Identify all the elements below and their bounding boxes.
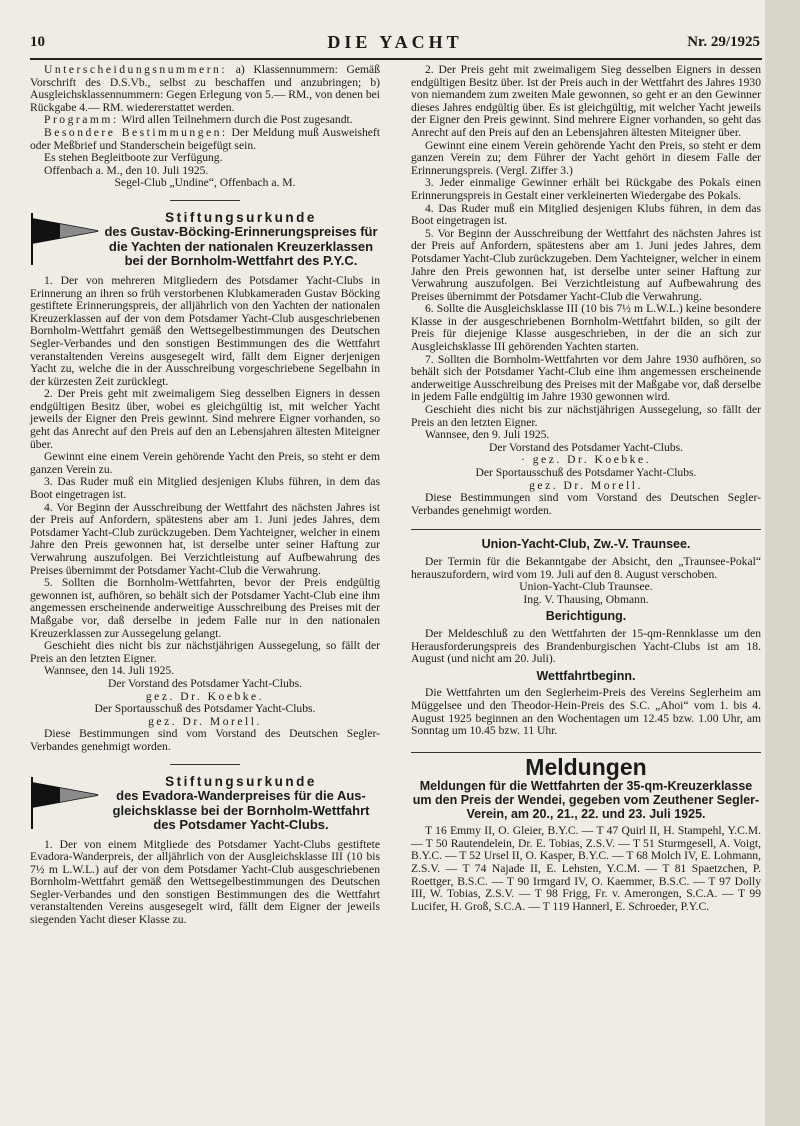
section-divider: [170, 200, 240, 201]
page-number: 10: [30, 34, 45, 50]
wettfahrtbeginn-heading: Wettfahrtbeginn.: [536, 668, 636, 683]
paragraph: 3. Das Ruder muß ein Mitglied desjenigen Klubs führen, in dem das Boot eingetragen ist.: [30, 475, 380, 502]
section-divider: [170, 764, 240, 765]
header-rule: [30, 58, 762, 60]
club-pennant-icon: [30, 213, 100, 265]
date-line: Wannsee, den 9. Juli 1925.: [425, 428, 550, 442]
approval-note: Diese Bestimmungen sind vom Vorstand des Deutschen Segler-Verbandes genehmigt worden.: [30, 727, 380, 753]
signature-line: Der Vorstand des Potsdamer Yacht-Clubs.: [107, 676, 303, 690]
section-subtitle: gleichsklasse bei der Bornholm-Wettfahrt: [112, 802, 370, 818]
entries-list: T 16 Emmy II, O. Gleier, B.Y.C. — T 47 Quirl II, H. Stampehl, Y.C.M. — T 50 Rautendelein, Dr. E. Tobias, Z.S.V. — T 51 Sturmgesell, A. Voigt, B.Y.C. — T 52 Ursel II, O. Kasper, B.Y.C. — T 68 Molch IV, E. Lohmann, Z.S.V. — T 74 Najade II, E. Lehsten, Y.C.M. — T 81 Spaetzchen, P. Roettger, B.S.C. — T 90 Irmgard IV, O. Kaemmer, B.S.C. — T 97 Dolly III, W. Tobias, Z.S.V. — T 98 Frigg, Fr. v. Amerongen, S.C.A. — T 99 Lucifer, H. Groß, S.C.A. — T 119 Hannerl, E. Schroeder, P.Y.C.: [411, 824, 761, 913]
paragraph: 5. Sollten die Bornholm-Wettfahrten, bevor der Preis endgültig gewonnen ist, aufhören, so behält sich der Potsdamer Yacht-Club eine ihm angemessen erscheinende anderweitige Ausschreibung des Preises mit der Maßgabe vor, daß derselbe in jedem Falle nur in den nationalen Kreuzerklassen zur Aussegelung gelangt.: [30, 576, 380, 640]
intro-paragraph: Unterscheidungsnummern: a) Klassennummern: Gemäß Vorschrift des D.S.Vb., selbst zu beschaffen und anzubringen; b) Ausgleichsklassennummern: Gegen Erlegung von 5.— RM., von denen bei Rückgabe 4.— RM. wiedererstattet werden.: [30, 63, 381, 114]
page-edge: [765, 0, 800, 1126]
signature-line: Der Vorstand des Potsdamer Yacht-Clubs.: [488, 440, 684, 454]
meldungen-heading: Meldungen: [525, 753, 647, 780]
page-header: [30, 34, 760, 56]
section-subtitle: die Yachten der nationalen Kreuzerklassen: [108, 238, 374, 254]
intro-date: Offenbach a. M., den 10. Juli 1925.: [44, 163, 209, 177]
signature-line: Der Sportausschuß des Potsdamer Yacht-Clubs.: [475, 466, 697, 479]
signature-line: Ing. V. Thausing, Obmann.: [523, 592, 649, 606]
union-club-heading: Union-Yacht-Club, Zw.-V. Traunsee.: [481, 537, 691, 552]
meldungen-subheading: Meldungen für die Wettfahrten der 35-qm-Kreuzerklasse um den Preis der Wendei, gegeben vom Zeuthener Segler-Verein, am 20., 21., 22. und 23. Juli 1925.: [412, 779, 760, 822]
paragraph: 2. Der Preis geht mit zweimaligem Sieg desselben Eigners in dessen endgültigen Besitz über. Ist der Preis auch in der Wettfahrt des Jahres 1930 von niemandem zum zweiten Male gewonnen, so geht er an den Gewinner dieses Jahres endgültig über. Es ist gleichgültig, mit welcher Yacht jeweils der Eigner den Preis gewinnt. Sind mehrere Eigner vorhanden, so geht das Anrecht auf den Preis auf den an Lebensjahren ältesten Miteigner über.: [411, 63, 761, 139]
paragraph: Gewinnt eine einem Verein gehörende Yacht den Preis, so steht er dem ganzen Verein zu; dem Führer der Yacht gehört in diesem Falle der Erinnerungspreis. (Vergl. Ziffer 3.): [411, 138, 761, 177]
paragraph: 4. Vor Beginn der Ausschreibung der Wettfahrt des nächsten Jahres ist der Preis auf Anfordern, spätestens aber am 1. Juni jedes Jahres, dem Potsdamer Yacht-Club zurückzugeben. Dem Yachteigner, welcher in einem Jahre den Preis gewonnen hat, ist derselbe unter seiner Haftung zur Verwahrung auszufolgen. Bei Verzichtleistung auf Aufbewahrung des Preises übernimmt der Potsdamer Yacht-Club die Verwahrung.: [30, 500, 380, 577]
right-column: [411, 64, 761, 913]
section-divider: [411, 752, 761, 753]
left-column: [30, 64, 380, 927]
section-subtitle: des Gustav-Böcking-Erinnerungspreises für: [104, 224, 378, 240]
section-title: Stiftungsurkunde: [165, 209, 317, 225]
section-subtitle: bei der Bornholm-Wettfahrt des P.Y.C.: [124, 253, 358, 269]
approval-note: Diese Bestimmungen sind vom Vorstand des Deutschen Segler-Verbandes genehmigt worden.: [411, 491, 761, 517]
intro-signer: Segel-Club „Undine“, Offenbach a. M.: [114, 176, 296, 190]
paragraph: 1. Der von einem Mitgliede des Potsdamer Yacht-Clubs gestiftete Evadora-Wanderpreis, der alljährlich von der Ausgleichsklasse III (10 bis 7½ m L.W.L.) auf der von dem Potsdamer Yacht-Club ausgeschriebenen Bornholm-Wettfahrt gemäß den Wettsegelbestimmungen des Deutschen Segler-Verbandes und den sonstigen Bestimmungen des die Wettfahrt veranstaltenden Vereins ausgesegelt wird, fällt dem Eigner der jeweils siegenden Yacht dieser Klasse zu.: [30, 837, 380, 927]
paragraph: 3. Jeder einmalige Gewinner erhält bei Rückgabe des Pokals einen Erinnerungspreis in Gestalt einer verkleinerten Wiedergabe des Pokals.: [411, 176, 761, 202]
paragraph: 5. Vor Beginn der Ausschreibung der Wettfahrt des nächsten Jahres ist der Preis auf Anfordern, spätestens aber am 1. Juni jedes Jahres, dem Potsdamer Yacht-Club zurückzugeben. Dem Yachteigner, welcher in einem Jahre den Preis gewonnen hat, ist derselbe unter seiner Haftung zur Verwahrung auszufolgen. Bei Verzichtleistung auf Aufbewahrung des Preises übernimmt der Potsdamer Yacht-Club die Verwahrung.: [411, 226, 761, 303]
signature-name: · gez. Dr. Koebke.: [521, 453, 651, 467]
section-divider: [411, 529, 761, 530]
section-heading-block: [30, 211, 380, 269]
intro-paragraph: Programm: Wird allen Teilnehmern durch die Post zugesandt.: [44, 113, 353, 127]
paragraph: 1. Der von mehreren Mitgliedern des Potsdamer Yacht-Clubs in Erinnerung an ihren so früh verstorbenen Klubkameraden Gustav Böcking gestiftete Erinnerungspreis, der alljährlich von den Yachten der nationalen Kreuzerklassen auf der von dem Potsdamer Yacht-Club ausgeschriebenen Bornholm-Wettfahrt gemäß den Wettsegelbestimmungen des Deutschen Segler-Verbandes und den sonstigen Bestimmungen des die Wettfahrt veranstaltenden Vereins ausgesegelt wird, fällt dem Eigner derjenigen Yacht zu, welche die in der Ausschreibung vorgeschriebene Segelbahn in der kürzesten Zeit zurücklegt.: [30, 273, 380, 388]
paragraph: 7. Sollten die Bornholm-Wettfahrten vor dem Jahre 1930 aufhören, so behält sich der Potsdamer Yacht-Club eine ihm angemessen erscheinende anderweitige Ausschreibung des Preises mit der Maßgabe vor, daß derselbe in jedem Falle endgültig im Jahre 1930 gewonnen wird.: [411, 352, 761, 404]
signature-name: gez. Dr. Morell.: [148, 714, 262, 728]
paragraph: Der Termin für die Bekanntgabe der Absicht, den „Traunsee-Pokal“ herauszufordern, wird vom 19. Juli auf den 8. August verschoben.: [411, 554, 761, 581]
paragraph: 4. Das Ruder muß ein Mitglied desjenigen Klubs führen, in dem das Boot eingetragen ist.: [411, 201, 761, 228]
signature-line: Der Sportausschuß des Potsdamer Yacht-Clubs.: [94, 702, 316, 716]
paragraph: 6. Sollte die Ausgleichsklasse III (10 bis 7½ m L.W.L.) keine besondere Klasse in der ausgeschriebenen Bornholm-Wettfahrt bilden, so gilt der Preis für diejenige Klasse ausgeschrieben, in der die an sich zur Ausgleichsklasse III gehörenden Yachten starten.: [411, 302, 761, 354]
signature-name: gez. Dr. Koebke.: [145, 689, 265, 703]
date-line: Wannsee, den 14. Juli 1925.: [44, 664, 175, 678]
paragraph: Gewinnt eine einem Verein gehörende Yacht den Preis, so steht er dem ganzen Verein zu.: [30, 450, 380, 476]
section-title: Stiftungsurkunde: [165, 773, 317, 789]
paragraph: Der Meldeschluß zu den Wettfahrten der 15-qm-Rennklasse um den Herausforderungspreis des Brandenburgischen Yacht-Clubs ist am 18. August (und nicht am 20. Juli).: [411, 626, 761, 666]
paragraph: Die Wettfahrten um den Seglerheim-Preis des Vereins Seglerheim am Müggelsee und den Theodor-Hein-Preis des S.C. „Ahoi“ vom 1. bis 4. August 1925 beginnen an den Wochentagen um 12.45 bzw. 1.00 Uhr, am Sonntag um 10.45 bzw. 11 Uhr.: [411, 686, 761, 738]
paragraph: Geschieht dies nicht bis zur nächstjährigen Aussegelung, so fällt der Preis an den letzten Eigner.: [411, 403, 761, 429]
paragraph: Geschieht dies nicht bis zur nächstjährigen Aussegelung, so fällt der Preis an den letzten Eigner.: [30, 639, 380, 665]
magazine-title: DIE YACHT: [327, 32, 463, 52]
paragraph: 2. Der Preis geht mit zweimaligem Sieg desselben Eigners in dessen endgültigen Besitz über, wobei es gleichgültig ist, mit welcher Yacht jeweils der Eigner den Preis gewinnt. Sind mehrere Eigner vorhanden, so geht das Anrecht auf den Preis auf den an Lebensjahren ältesten Miteigner über.: [30, 387, 380, 451]
signature-name: gez. Dr. Morell.: [529, 478, 643, 492]
berichtigung-heading: Berichtigung.: [545, 609, 627, 624]
issue-number: Nr. 29/1925: [687, 34, 760, 50]
intro-paragraph: Es stehen Begleitboote zur Verfügung.: [44, 151, 223, 165]
section-subtitle: des Potsdamer Yacht-Clubs.: [153, 817, 329, 832]
section-subtitle: des Evadora-Wanderpreises für die Aus-: [116, 788, 366, 803]
intro-paragraph: Besondere Bestimmungen: Der Meldung muß Ausweisheft oder Meßbrief und Standerschein beigefügt sein.: [30, 125, 380, 152]
section-heading-block: [30, 775, 380, 833]
signature-line: Union-Yacht-Club Traunsee.: [519, 580, 653, 594]
club-pennant-icon: [30, 777, 100, 829]
